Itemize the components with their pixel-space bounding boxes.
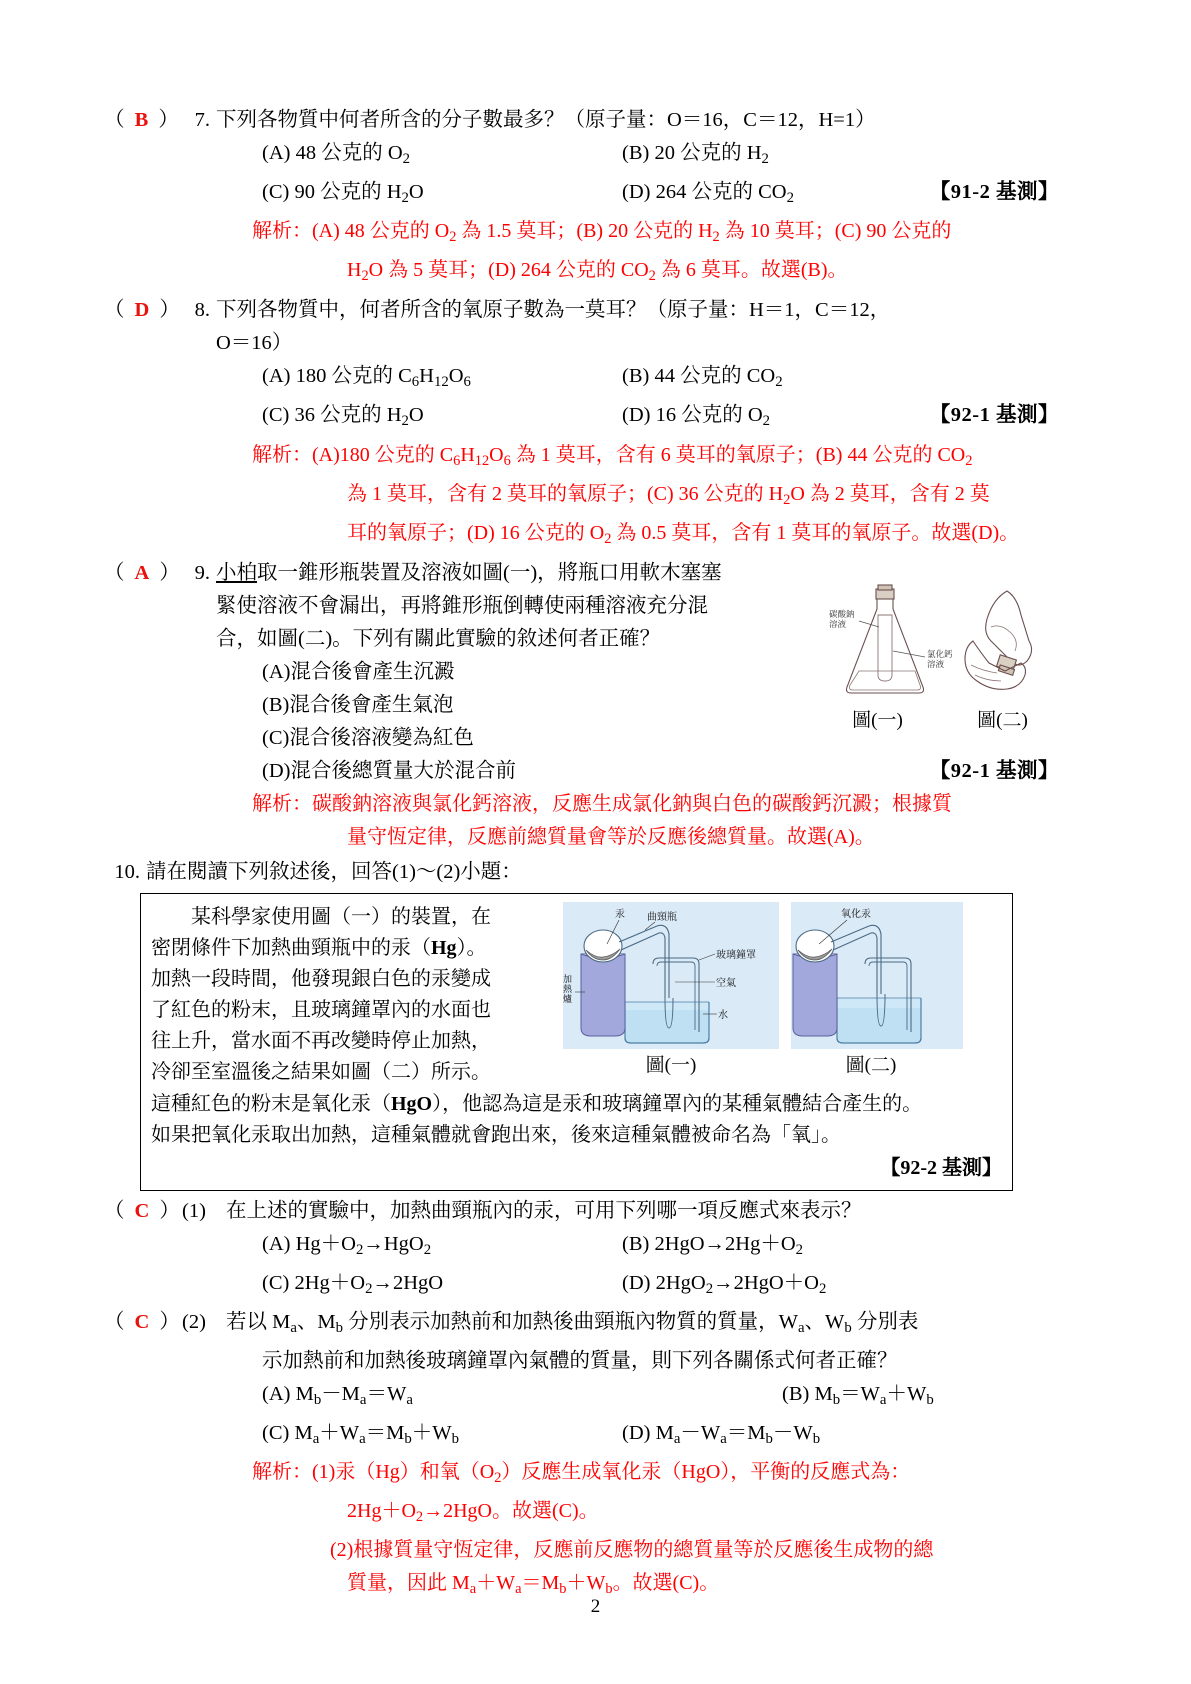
passage-line-3: 加熱一段時間，他發現銀白色的汞變成 [151, 967, 491, 990]
question-8-options-row-2 [262, 399, 1059, 438]
question-8-stem-line-2: O＝16） [216, 332, 293, 355]
question-7-number: 7. [194, 109, 210, 131]
passage-line-5: 往上升，當水面不再改變時停止加熱， [151, 1029, 491, 1052]
question-10-number: 10. [114, 860, 140, 883]
question-10-figure-caption-2: 圖(二) [845, 1054, 897, 1076]
question-10-reading-box [140, 893, 1013, 1191]
question-7-option-d: (D) 264 公克的 $CO_2$ 【91-2 基測】 [622, 176, 1059, 215]
question-10-1-options-row-1 [262, 1228, 1059, 1267]
question-10 [104, 856, 1059, 1607]
page-content [104, 104, 1059, 1607]
question-7-source: 【91-2 基測】 [929, 181, 1059, 204]
diagram-panel-2 [791, 902, 963, 1049]
question-9-figure-captions [815, 705, 1065, 732]
question-10-figure-caption-1: 圖(一) [645, 1054, 697, 1076]
question-10-2-stem-line-1: 若以 $M_a$、$M_b$ 分別表示加熱前和加熱後曲頸瓶內物質的質量，$W_a$、$W_b$ 分別表 [226, 1310, 919, 1337]
question-10-1-option-d: (D) $2HgO_2\to 2HgO+O_2$ [622, 1271, 827, 1297]
passage-line-6: 冷卻至室溫後之結果如圖（二）所示。 [151, 1060, 491, 1083]
question-10-2-option-d: (D) $M_a-W_a=M_b-W_b$ [622, 1422, 821, 1448]
question-7-explanation-label: 解析： [252, 220, 312, 243]
question-7-explanation [252, 215, 1059, 254]
question-10-passage-full-line-1: 這種紅色的粉末是氧化汞（HgO），他認為這是汞和玻璃鐘罩內的某種氣體結合產生的。 [151, 1092, 923, 1115]
mercury-experiment-diagram [563, 902, 1002, 1049]
question-9-explanation [252, 788, 1059, 821]
question-7-options-row-2 [262, 176, 1059, 215]
question-10-2-answer-letter: C [134, 1310, 151, 1333]
question-7-option-b: (B) 20 公克的 $H_2$ [622, 142, 769, 168]
question-10-2-option-b: (B) $M_b=W_a+W_b$ [782, 1383, 934, 1409]
diagram-panel-1-svg [563, 902, 779, 1049]
label-calcium-chloride-line2: 溶液 [927, 659, 945, 670]
question-7-explanation-line-2: $H_2O$ 為 5 莫耳；(D) 264 公克的 $CO_2$ 為 6 莫耳。故選(B)。 [347, 259, 848, 285]
question-10-1-stem-row [104, 1195, 1059, 1228]
question-10-1-option-a: (A) $Hg+O_2\to HgO_2$ [262, 1232, 432, 1258]
question-8-stem-line-1: 下列各物質中，何者所含的氧原子數為一莫耳？（原子量：H＝1，C＝12， [216, 299, 891, 322]
question-10-explanation-line-2: $2Hg+O_2\to 2HgO$。故選(C)。 [347, 1500, 599, 1526]
question-7 [104, 104, 1059, 293]
question-9-explanation-label: 解析： [252, 792, 312, 815]
page-number: 2 [590, 1596, 601, 1617]
question-8-number: 8. [194, 299, 210, 322]
label-sodium-carbonate-line1: 碳酸鈉 [829, 609, 855, 620]
question-9-person-name: 小柏 [216, 561, 257, 584]
question-9-option-d: (D)混合後總質量大於混合前 【92-1 基測】 [262, 755, 1059, 788]
question-10-2-option-a: (A) $M_b-M_a=W_a$ [262, 1383, 413, 1409]
label-furnace-char-1: 加 [563, 974, 573, 985]
question-8-option-a: (A) 180 公克的 $C_6H_{12}O_6$ [262, 365, 471, 391]
flask-diagram-svg [815, 575, 1065, 705]
question-9-explanation-line-1: 碳酸鈉溶液與氯化鈣溶液，反應生成氯化鈉與白色的碳酸鈣沉澱；根據質 [312, 792, 952, 815]
question-10-explanation-label: 解析： [252, 1461, 312, 1484]
question-10-passage-full-line-2: 如果把氧化汞取出加熱，這種氣體就會跑出來，後來這種氣體被命名為「氧」。 [151, 1123, 841, 1146]
diagram-panel-2-svg [791, 902, 963, 1049]
question-10-1-options-row-2 [262, 1267, 1059, 1306]
question-8-explanation-line-1: (A)180 公克的 $C_6H_{12}O_6$ 為 1 莫耳，含有 6 莫耳的氧原子；(B) 44 公克的 $CO_2$ [312, 443, 973, 469]
question-9-figure-caption-1: 圖(一) [852, 709, 903, 731]
question-10-explanation-line-4: 質量，因此 $M_a+W_a=M_b+W_b$。故選(C)。 [347, 1572, 720, 1598]
question-8-explanation [252, 439, 1059, 478]
label-mercury: 汞 [615, 908, 625, 920]
label-retort: 曲頸瓶 [647, 911, 677, 923]
question-9-option-b: (B)混合後會產生氣泡 [262, 693, 454, 716]
question-9-stem-line-3: 合，如圖(二)。下列有關此實驗的敘述何者正確？ [216, 627, 661, 650]
label-water: 水 [718, 1009, 728, 1021]
label-sodium-carbonate-line2: 溶液 [829, 619, 847, 630]
question-9-figure [815, 575, 1065, 705]
question-10-explanation [252, 1456, 1059, 1495]
question-10-2-stem-line-2: 示加熱前和加熱後玻璃鐘罩內氣體的質量，則下列各關係式何者正確？ [262, 1350, 898, 1373]
question-7-explanation-line-1: (A) 48 公克的 $O_2$ 為 1.5 莫耳；(B) 20 公克的 $H_2$ 為 10 莫耳；(C) 90 公克的 [312, 220, 952, 246]
question-10-2-options-row-1 [262, 1378, 1059, 1417]
question-8-explanation-line-2: 為 1 莫耳，含有 2 莫耳的氧原子；(C) 36 公克的 $H_2O$ 為 2 莫耳，含有 2 莫 [347, 482, 990, 508]
label-calcium-chloride-line1: 氯化鈣 [927, 649, 953, 660]
question-9-number: 9. [194, 561, 210, 584]
question-8-explanation-label: 解析： [252, 443, 312, 466]
question-10-1-number: (1) [182, 1199, 206, 1222]
question-10-figure-captions [563, 1050, 1002, 1081]
question-10-figure-column [563, 902, 1002, 1088]
question-10-1-answer-box: （ C ） [104, 1199, 181, 1222]
question-8-explanation-line-3: 耳的氧原子；(D) 16 公克的 $O_2$ 為 0.5 莫耳，含有 1 莫耳的氧原子。故選(D)。 [347, 521, 1020, 547]
question-7-option-a: (A) 48 公克的 $O_2$ [262, 142, 411, 168]
question-9-option-c: (C)混合後溶液變為紅色 [262, 726, 474, 749]
label-mercury-oxide: 氧化汞 [841, 908, 871, 920]
question-10-1-option-b: (B) $2HgO\to 2Hg+O_2$ [622, 1232, 804, 1258]
question-7-option-c: (C) 90 公克的 $H_2O$ [262, 181, 424, 207]
question-9-source: 【92-1 基測】 [929, 759, 1059, 782]
question-10-explanation-line-3: (2)根據質量守恆定律，反應前反應物的總質量等於反應後生成物的總 [330, 1539, 934, 1562]
question-9-figure-caption-2: 圖(二) [977, 709, 1028, 731]
label-bell-jar: 玻璃鐘罩 [716, 949, 756, 961]
question-10-stem-row [100, 856, 1059, 889]
question-9-explanation-line-2: 量守恆定律，反應前總質量會等於反應後總質量。故選(A)。 [347, 825, 875, 848]
question-10-source: 【92-2 基測】 [880, 1156, 1002, 1179]
question-8-source: 【92-1 基測】 [929, 404, 1059, 427]
question-10-2-number: (2) [182, 1310, 206, 1333]
question-8-option-b: (B) 44 公克的 $CO_2$ [622, 365, 783, 391]
passage-line-1: 某科學家使用圖（一）的裝置，在 [151, 905, 491, 928]
question-7-answer-letter: B [134, 109, 150, 131]
question-10-passage-left-column [151, 902, 563, 1088]
question-9-answer-letter: A [134, 561, 151, 584]
question-10-1-stem: 在上述的實驗中，加熱曲頸瓶內的汞，可用下列哪一項反應式來表示？ [226, 1199, 862, 1222]
question-8 [104, 294, 1059, 555]
passage-line-4: 了紅色的粉末，且玻璃鐘罩內的水面也 [151, 998, 491, 1021]
question-7-stem-row [104, 104, 1059, 137]
question-8-answer-letter: D [134, 299, 151, 322]
question-9-option-a: (A)混合後會產生沉澱 [262, 660, 455, 683]
question-10-2-stem-row [104, 1306, 1059, 1345]
label-air: 空氣 [716, 977, 736, 989]
question-7-answer-box: （ B ） [104, 109, 180, 131]
question-7-stem: 下列各物質中何者所含的分子數最多？（原子量：O＝16，C＝12，H=1） [216, 109, 876, 131]
question-10-1-option-c: (C) $2Hg+O_2\to 2HgO$ [262, 1271, 444, 1297]
question-9-stem-line-2: 緊使溶液不會漏出，再將錐形瓶倒轉使兩種溶液充分混 [216, 594, 708, 617]
question-10-1-answer-letter: C [134, 1199, 151, 1222]
question-8-answer-box: （ D ） [104, 299, 181, 322]
question-10-2-option-c: (C) $M_a+W_a=M_b+W_b$ [262, 1422, 459, 1448]
diagram-panel-1 [563, 902, 779, 1049]
question-10-explanation-line-1: (1)汞（Hg）和氧$(O_2)$反應生成氧化汞（HgO），平衡的反應式為： [312, 1461, 911, 1487]
question-8-option-c: (C) 36 公克的 $H_2O$ [262, 404, 424, 430]
question-7-options-row-1 [262, 137, 1059, 176]
question-8-option-d: (D) 16 公克的 $O_2$ 【92-1 基測】 [622, 399, 1059, 438]
question-10-2-options-row-2 [262, 1417, 1059, 1456]
question-10-2-answer-box: （ C ） [104, 1310, 181, 1333]
question-8-stem-row [104, 294, 1059, 327]
question-9-stem-line-1-rest: 取一錐形瓶裝置及溶液如圖(一)，將瓶口用軟木塞塞 [257, 561, 722, 584]
label-furnace-char-3: 爐 [563, 994, 573, 1005]
question-9-answer-box: （ A ） [104, 561, 181, 584]
label-furnace-char-2: 熱 [563, 984, 573, 995]
passage-line-2: 密閉條件下加熱曲頸瓶中的汞（Hg）。 [151, 936, 487, 959]
question-10-stem: 請在閱讀下列敘述後，回答(1)～(2)小題： [146, 860, 522, 883]
question-9 [104, 557, 1059, 854]
question-8-options-row-1 [262, 360, 1059, 399]
